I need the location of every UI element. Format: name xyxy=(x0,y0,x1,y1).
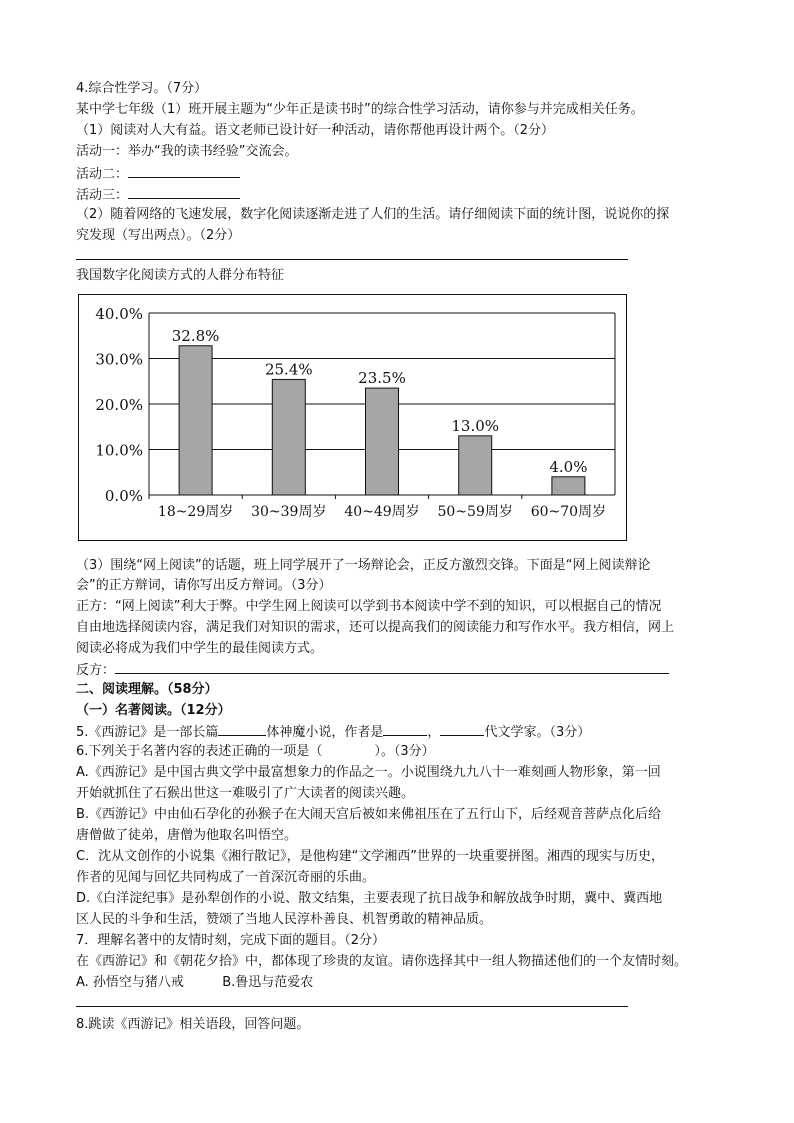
q5-text-b: 体神魔小说，作者是 xyxy=(266,725,384,740)
y-tick-label: 20.0% xyxy=(95,396,143,414)
q6-stem-a: 6.下列关于名著内容的表述正确的一项是（ xyxy=(76,744,323,759)
q6-option-c-line1: C．沈从文创作的小说集《湘行散记》，是他构建“文学湘西”世界的一块重要拼图。湘西的现实与历史， xyxy=(76,849,665,864)
q7-option-b[interactable]: B.鲁迅与范爱农 xyxy=(222,975,314,990)
q4-part2-line1: （2）随着网络的飞速发展，数字化阅读逐渐走进了人们的生活。请仔细阅读下面的统计图，说说你的探 xyxy=(76,207,670,222)
y-tick-label: 0.0% xyxy=(104,487,143,505)
q7-options xyxy=(76,974,313,992)
q5-blank-dynasty[interactable] xyxy=(440,722,484,736)
bar-chart xyxy=(78,294,627,541)
bar xyxy=(179,346,212,495)
q4-part2-line2: 究发现（写出两点）。（2分） xyxy=(76,228,241,243)
subsection-1-heading: （一）名著阅读。（12分） xyxy=(76,703,231,718)
q5 xyxy=(76,722,590,742)
q7-stem: 7．理解名著中的友情时刻，完成下面的题目。（2分） xyxy=(76,933,386,948)
bar-data-label: 23.5% xyxy=(358,369,406,388)
q6-option-b-line1: B.《西游记》中由仙石孕化的孙猴子在大闹天宫后被如来佛祖压在了五行山下，后经观音菩萨点化后给 xyxy=(76,807,662,822)
bar xyxy=(272,379,305,495)
q7-option-a[interactable]: A. 孙悟空与猪八戒 xyxy=(76,975,184,990)
q6-option-c-line2: 作者的见闻与回忆共同构成了一首深沉奇丽的乐曲。 xyxy=(76,870,376,885)
y-tick-label: 30.0% xyxy=(95,350,143,369)
q7-answer-line[interactable] xyxy=(76,1006,628,1007)
q4-part1: （1）阅读对人大有益。语文老师已设计好一种活动，请你帮他再设计两个。（2分） xyxy=(76,123,555,138)
activity-1: 活动一：举办“我的读书经验”交流会。 xyxy=(76,144,298,159)
x-tick-label: 40~49周岁 xyxy=(344,504,420,520)
q6-option-b-line2: 唐僧做了徒弟，唐僧为他取名叫悟空。 xyxy=(76,828,298,843)
q4-heading: 4.综合性学习。（7分） xyxy=(76,81,208,96)
q6-stem xyxy=(76,743,435,761)
q6-option-a-line2: 开始就抓住了石猴出世这一难吸引了广大读者的阅读兴趣。 xyxy=(76,786,415,801)
y-tick-label: 10.0% xyxy=(95,441,143,460)
q5-blank-author[interactable] xyxy=(383,722,427,736)
activity-2-label: 活动二： xyxy=(76,167,129,182)
chart-canvas xyxy=(79,295,626,540)
con-answer-blank[interactable] xyxy=(115,660,669,674)
bar-data-label: 4.0% xyxy=(549,457,588,476)
q4-intro: 某中学七年级（1）班开展主题为“少年正是读书时”的综合性学习活动，请你参与并完成相关任务。 xyxy=(76,102,644,117)
bar xyxy=(366,388,399,495)
q6-option-a-line1: A.《西游记》是中国古典文学中最富想象力的作品之一。小说围绕九九八十一难刻画人物形象，第一回 xyxy=(76,765,661,780)
pro-argument-line2: 自由地选择阅读内容，满足我们对知识的需求，还可以提高我们的阅读能力和写作水平。我方相信，网上 xyxy=(76,620,675,635)
q4-part3-line1: （3）围绕“网上阅读”的话题，班上同学展开了一场辩论会，正反方激烈交锋。下面是“网上阅读辩论 xyxy=(76,558,651,573)
x-tick-label: 18~29周岁 xyxy=(157,504,234,520)
q6-stem-b: ）。（3分） xyxy=(374,744,435,759)
y-tick-label: 40.0% xyxy=(95,305,143,323)
q5-blank-genre[interactable] xyxy=(218,722,266,736)
chart-title: 我国数字化阅读方式的人群分布特征 xyxy=(76,268,285,283)
q7-line2: 在《西游记》和《朝花夕拾》中，都体现了珍贵的友谊。请你选择其中一组人物描述他们的一个友情时刻。 xyxy=(76,954,688,969)
q8-stem: 8.跳读《西游记》相关语段，回答问题。 xyxy=(76,1017,310,1032)
con-argument xyxy=(76,660,669,680)
bar xyxy=(552,477,585,495)
x-tick-label: 60~70周岁 xyxy=(530,504,607,520)
bar-data-label: 13.0% xyxy=(451,416,500,435)
q4-part3-line2: 会”的正方辩词，请你写出反方辩词。（3分） xyxy=(76,578,332,593)
x-tick-label: 30~39周岁 xyxy=(251,504,327,520)
x-tick-label: 50~59周岁 xyxy=(437,504,513,520)
activity-3-label: 活动三： xyxy=(76,188,129,203)
q5-text-c: ， xyxy=(427,725,441,740)
bar-data-label: 25.4% xyxy=(264,360,313,379)
con-label: 反方： xyxy=(76,663,116,678)
part2-answer-line[interactable] xyxy=(76,259,628,260)
bar xyxy=(459,436,492,495)
pro-argument-line1: 正方：“网上阅读”利大于弊。中学生网上阅读可以学到书本阅读中学不到的知识，可以根据自己的情况 xyxy=(76,599,662,614)
activity-2-answer-blank[interactable] xyxy=(128,164,240,178)
activity-3-answer-blank[interactable] xyxy=(128,185,240,199)
section-2-heading: 二、阅读理解。（58分） xyxy=(76,682,218,697)
pro-argument-line3: 阅读必将成为我们中学生的最佳阅读方式。 xyxy=(76,641,324,656)
activity-3 xyxy=(76,185,240,205)
q6-option-d-line1: D.《白洋淀纪事》是孙犁创作的小说、散文结集，主要表现了抗日战争和解放战争时期，冀中、冀西地 xyxy=(76,891,663,906)
q5-text-a: 5.《西游记》是一部长篇 xyxy=(76,725,219,740)
activity-2 xyxy=(76,164,240,184)
q6-option-d-line2: 区人民的斗争和生活，赞颂了当地人民淳朴善良、机智勇敢的精神品质。 xyxy=(76,912,493,927)
bar-data-label: 32.8% xyxy=(171,326,220,345)
q5-text-d: 代文学家。（3分） xyxy=(484,725,591,740)
